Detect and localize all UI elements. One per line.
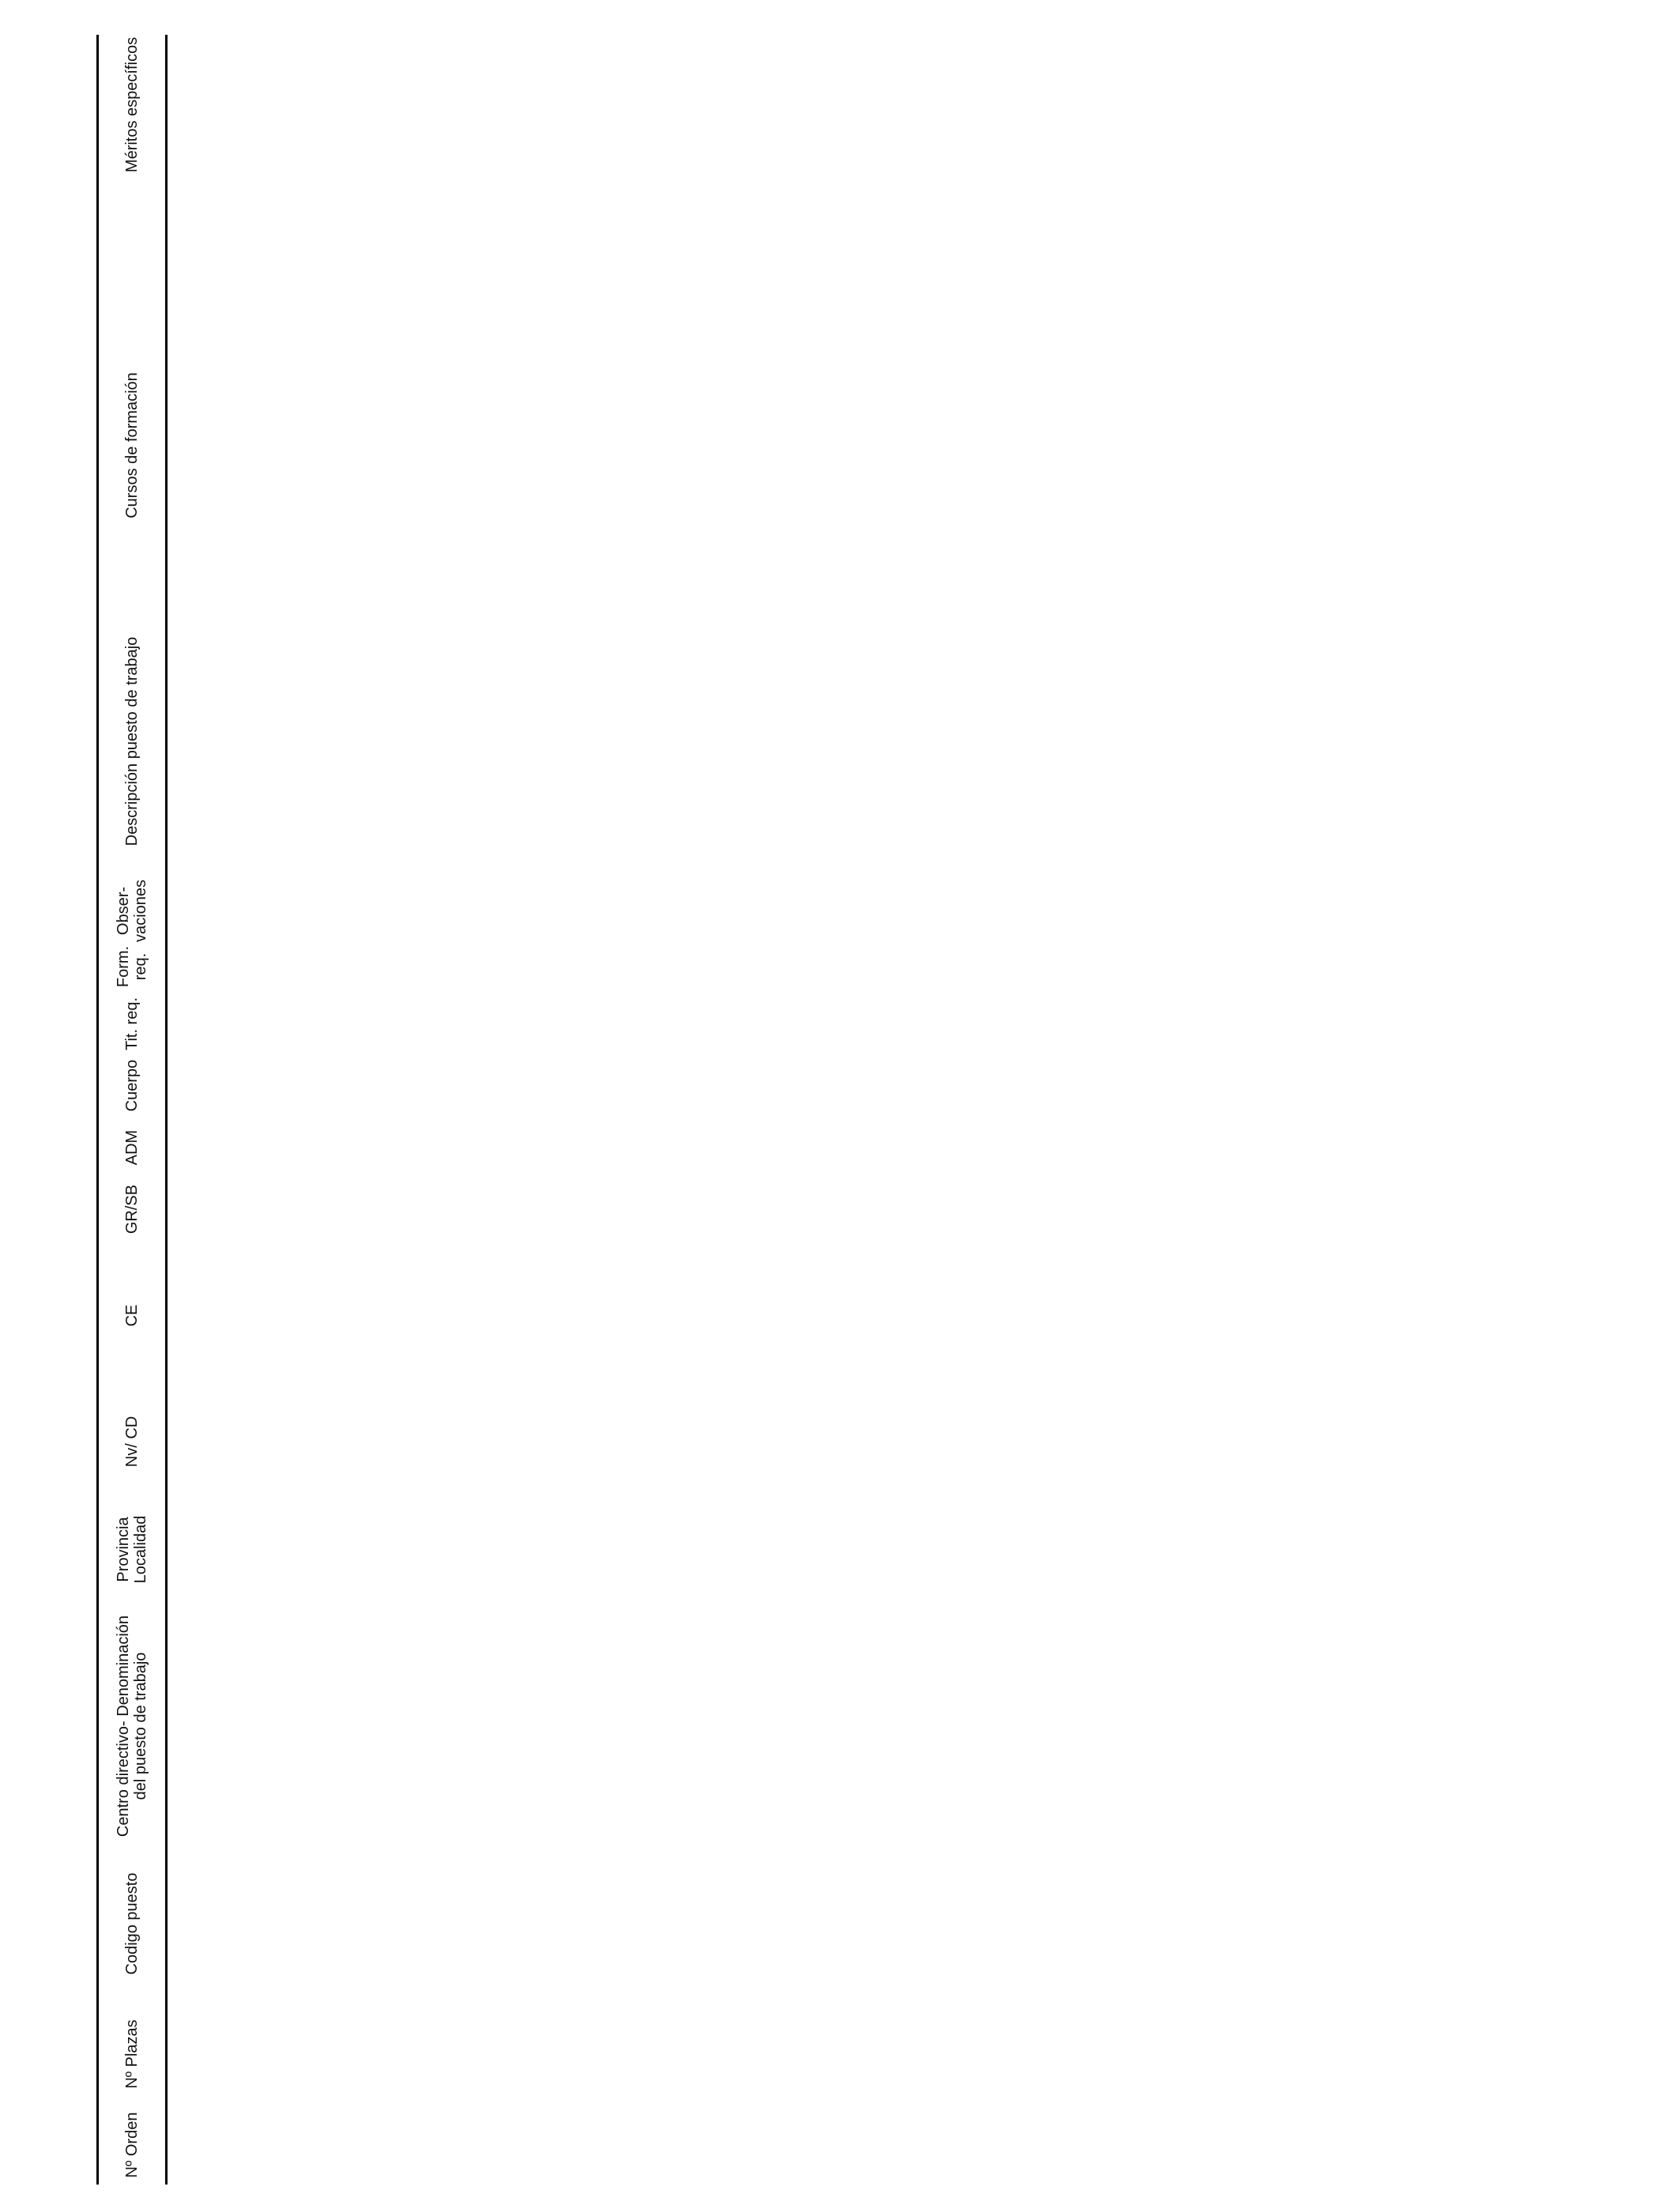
header-centro: Centro directivo- Denominación del puesto de trabajo bbox=[115, 1615, 149, 1838]
header-nivel: Nv/ CD bbox=[123, 1416, 141, 1468]
header-orden: Nº Orden bbox=[123, 2112, 141, 2178]
header-codigo: Codigo puesto bbox=[123, 1872, 141, 1975]
header-plazas: Nº Plazas bbox=[123, 2019, 141, 2089]
header-obs: Obser- vaciones bbox=[115, 880, 149, 942]
table-header bbox=[96, 35, 168, 2185]
header-meritos: Méritos específicos bbox=[123, 36, 141, 173]
header-ce: CE bbox=[123, 1304, 141, 1327]
header-form: Form. req. bbox=[115, 945, 149, 988]
positions-table bbox=[96, 35, 1586, 2185]
header-grupo: GR/SB bbox=[123, 1184, 141, 1235]
header-adm: ADM bbox=[123, 1129, 141, 1166]
header-cuerpo: Cuerpo bbox=[123, 1059, 141, 1112]
header-cursos: Cursos de formación bbox=[123, 372, 141, 518]
header-tit: Tit. req. bbox=[123, 997, 141, 1051]
header-provincia: Provincia Localidad bbox=[115, 1515, 149, 1584]
header-desc: Descripción puesto de trabajo bbox=[123, 636, 141, 846]
